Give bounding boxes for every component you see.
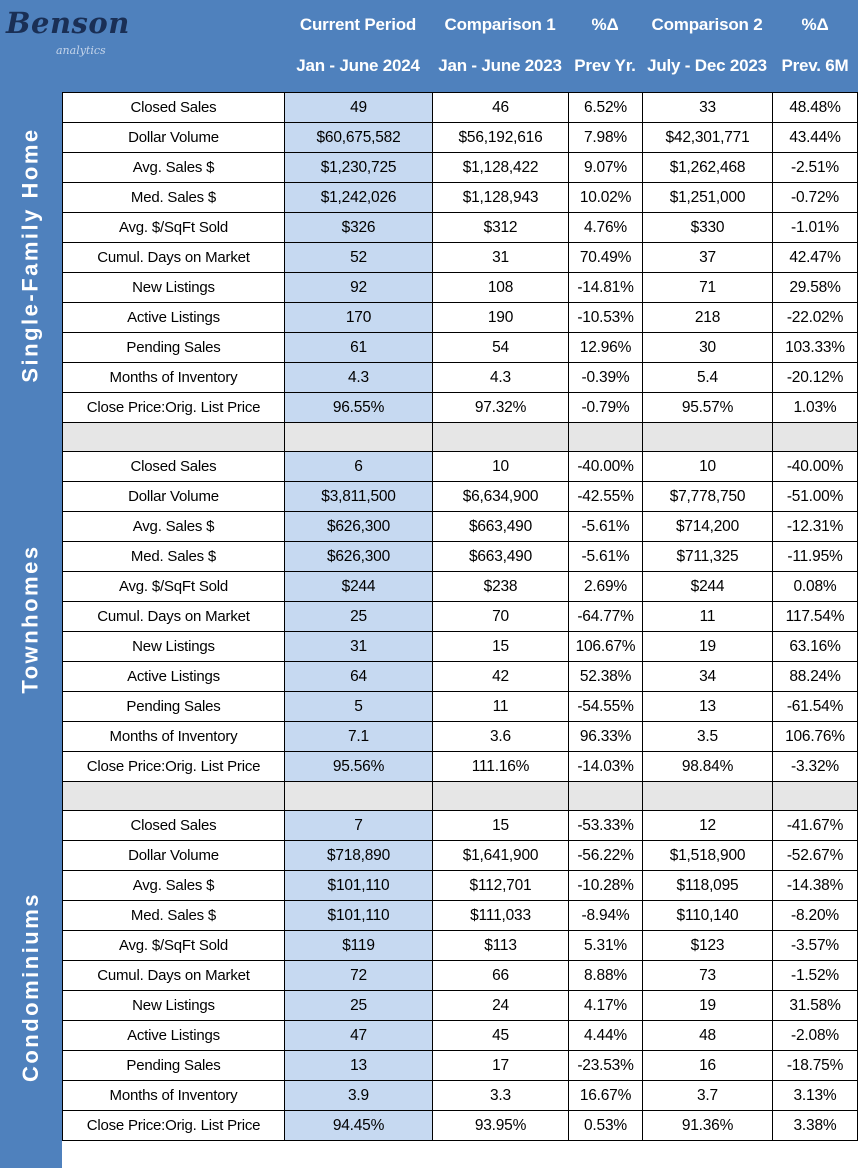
comparison1-value: 108 <box>433 273 569 303</box>
section-label-condominiums: Condominiums <box>18 891 44 1083</box>
current-period-value: $60,675,582 <box>285 123 433 153</box>
pct-change-prev-6m: -2.51% <box>773 153 858 183</box>
comparison2-value: 91.36% <box>643 1111 773 1141</box>
pct-change-prev-yr: 5.31% <box>569 931 643 961</box>
pct-change-prev-yr: 106.67% <box>569 632 643 662</box>
pct-change-prev-yr: -23.53% <box>569 1051 643 1081</box>
comparison1-value: 111.16% <box>433 752 569 782</box>
table-row <box>63 1021 858 1051</box>
comparison1-value: 97.32% <box>433 393 569 423</box>
comparison1-value: $1,128,943 <box>433 183 569 213</box>
comparison1-value: 15 <box>433 632 569 662</box>
pct-change-prev-yr: 96.33% <box>569 722 643 752</box>
table-row <box>63 961 858 991</box>
comparison2-value: $714,200 <box>643 512 773 542</box>
current-period-value: $3,811,500 <box>285 482 433 512</box>
current-period-value: 92 <box>285 273 433 303</box>
pct-change-prev-yr: -53.33% <box>569 811 643 841</box>
comparison2-value: $244 <box>643 572 773 602</box>
col-header-prev-6m: Prev. 6M <box>781 56 849 75</box>
comparison1-value: $312 <box>433 213 569 243</box>
table-row <box>63 692 858 722</box>
comparison1-value: $1,128,422 <box>433 153 569 183</box>
current-period-value: 13 <box>285 1051 433 1081</box>
comparison1-value: $6,634,900 <box>433 482 569 512</box>
pct-change-prev-6m: -3.32% <box>773 752 858 782</box>
pct-change-prev-6m: -12.31% <box>773 512 858 542</box>
table-row <box>63 542 858 572</box>
comparison1-value: $111,033 <box>433 901 569 931</box>
comparison2-value: 10 <box>643 452 773 482</box>
current-period-value: $718,890 <box>285 841 433 871</box>
current-period-value: 72 <box>285 961 433 991</box>
pct-change-prev-6m: -1.52% <box>773 961 858 991</box>
current-period-value: 64 <box>285 662 433 692</box>
comparison1-value: 4.3 <box>433 363 569 393</box>
metric-label: Med. Sales $ <box>63 542 285 572</box>
current-period-value: $101,110 <box>285 901 433 931</box>
current-period-value: 7 <box>285 811 433 841</box>
pct-change-prev-6m: -22.02% <box>773 303 858 333</box>
metric-label: Med. Sales $ <box>63 901 285 931</box>
pct-change-prev-6m: -1.01% <box>773 213 858 243</box>
table-row <box>63 512 858 542</box>
comparison1-value: 15 <box>433 811 569 841</box>
comparison2-value: 48 <box>643 1021 773 1051</box>
pct-change-prev-yr: 8.88% <box>569 961 643 991</box>
col-header-comparison2-period: July - Dec 2023 <box>647 56 767 75</box>
current-period-value: 3.9 <box>285 1081 433 1111</box>
current-period-value: 7.1 <box>285 722 433 752</box>
metric-label: Dollar Volume <box>63 482 285 512</box>
comparison1-value: 54 <box>433 333 569 363</box>
pct-change-prev-6m: -41.67% <box>773 811 858 841</box>
spacer-cell <box>569 423 643 452</box>
table-row <box>63 243 858 273</box>
table-row <box>63 153 858 183</box>
comparison1-value: $663,490 <box>433 512 569 542</box>
pct-change-prev-yr: -14.03% <box>569 752 643 782</box>
comparison1-value: 66 <box>433 961 569 991</box>
pct-change-prev-6m: -0.72% <box>773 183 858 213</box>
current-period-value: 25 <box>285 991 433 1021</box>
col-header-pct-change-yr: %Δ <box>591 15 619 34</box>
metric-label: Close Price:Orig. List Price <box>63 1111 285 1141</box>
table-row <box>63 1111 858 1141</box>
comparison1-value: 24 <box>433 991 569 1021</box>
comparison2-value: $711,325 <box>643 542 773 572</box>
comparison2-value: 5.4 <box>643 363 773 393</box>
table-row <box>63 602 858 632</box>
pct-change-prev-yr: -56.22% <box>569 841 643 871</box>
spacer-cell <box>773 423 858 452</box>
table-row <box>63 871 858 901</box>
comparison2-value: 12 <box>643 811 773 841</box>
table-row <box>63 482 858 512</box>
metric-label: Dollar Volume <box>63 123 285 153</box>
metric-label: Cumul. Days on Market <box>63 243 285 273</box>
spacer-cell <box>643 782 773 811</box>
current-period-value: 170 <box>285 303 433 333</box>
metric-label: Close Price:Orig. List Price <box>63 752 285 782</box>
pct-change-prev-6m: -40.00% <box>773 452 858 482</box>
comparison2-value: 98.84% <box>643 752 773 782</box>
comparison1-value: $56,192,616 <box>433 123 569 153</box>
metric-label: Avg. Sales $ <box>63 871 285 901</box>
spacer-cell <box>285 423 433 452</box>
spacer-cell <box>433 423 569 452</box>
table-row <box>63 213 858 243</box>
metric-label: Dollar Volume <box>63 841 285 871</box>
current-period-value: 94.45% <box>285 1111 433 1141</box>
pct-change-prev-yr: -0.39% <box>569 363 643 393</box>
comparison1-value: $1,641,900 <box>433 841 569 871</box>
pct-change-prev-yr: 70.49% <box>569 243 643 273</box>
pct-change-prev-yr: 52.38% <box>569 662 643 692</box>
comparison2-value: $42,301,771 <box>643 123 773 153</box>
pct-change-prev-yr: 2.69% <box>569 572 643 602</box>
pct-change-prev-yr: -0.79% <box>569 393 643 423</box>
pct-change-prev-6m: 3.13% <box>773 1081 858 1111</box>
spacer-cell <box>285 782 433 811</box>
metric-label: Avg. $/SqFt Sold <box>63 572 285 602</box>
metric-label: Avg. Sales $ <box>63 153 285 183</box>
pct-change-prev-6m: -61.54% <box>773 692 858 722</box>
comparison1-value: 3.6 <box>433 722 569 752</box>
comparison2-value: 218 <box>643 303 773 333</box>
pct-change-prev-6m: -2.08% <box>773 1021 858 1051</box>
comparison2-value: $1,251,000 <box>643 183 773 213</box>
current-period-value: 6 <box>285 452 433 482</box>
comparison1-value: 11 <box>433 692 569 722</box>
pct-change-prev-6m: 42.47% <box>773 243 858 273</box>
current-period-value: 4.3 <box>285 363 433 393</box>
stats-table-body <box>63 93 858 1141</box>
current-period-value: $326 <box>285 213 433 243</box>
current-period-value: $626,300 <box>285 512 433 542</box>
table-row <box>63 722 858 752</box>
current-period-value: 31 <box>285 632 433 662</box>
comparison1-value: 3.3 <box>433 1081 569 1111</box>
pct-change-prev-6m: -52.67% <box>773 841 858 871</box>
comparison2-value: 34 <box>643 662 773 692</box>
stats-table <box>62 92 858 1141</box>
comparison1-value: 17 <box>433 1051 569 1081</box>
metric-label: New Listings <box>63 273 285 303</box>
comparison1-value: 70 <box>433 602 569 632</box>
pct-change-prev-yr: -14.81% <box>569 273 643 303</box>
comparison1-value: 10 <box>433 452 569 482</box>
metric-label: Pending Sales <box>63 333 285 363</box>
metric-label: Avg. Sales $ <box>63 512 285 542</box>
metric-label: Closed Sales <box>63 452 285 482</box>
metric-label: Pending Sales <box>63 1051 285 1081</box>
current-period-value: $119 <box>285 931 433 961</box>
comparison2-value: 33 <box>643 93 773 123</box>
comparison1-value: 93.95% <box>433 1111 569 1141</box>
pct-change-prev-6m: 103.33% <box>773 333 858 363</box>
brand-name: Benson <box>6 6 130 40</box>
metric-label: Avg. $/SqFt Sold <box>63 213 285 243</box>
pct-change-prev-yr: -5.61% <box>569 512 643 542</box>
metric-label: Cumul. Days on Market <box>63 961 285 991</box>
comparison1-value: 42 <box>433 662 569 692</box>
col-header-pct-change-6m: %Δ <box>801 15 829 34</box>
pct-change-prev-6m: -20.12% <box>773 363 858 393</box>
table-row <box>63 123 858 153</box>
comparison1-value: 45 <box>433 1021 569 1051</box>
current-period-value: 96.55% <box>285 393 433 423</box>
metric-label: Months of Inventory <box>63 1081 285 1111</box>
current-period-value: $244 <box>285 572 433 602</box>
pct-change-prev-6m: -11.95% <box>773 542 858 572</box>
pct-change-prev-6m: 48.48% <box>773 93 858 123</box>
metric-label: Avg. $/SqFt Sold <box>63 931 285 961</box>
comparison2-value: 95.57% <box>643 393 773 423</box>
table-row <box>63 1051 858 1081</box>
pct-change-prev-yr: -10.53% <box>569 303 643 333</box>
pct-change-prev-yr: -5.61% <box>569 542 643 572</box>
current-period-value: $101,110 <box>285 871 433 901</box>
comparison2-value: $7,778,750 <box>643 482 773 512</box>
col-header-prev-yr: Prev Yr. <box>574 56 636 75</box>
comparison2-value: 13 <box>643 692 773 722</box>
current-period-value: 5 <box>285 692 433 722</box>
pct-change-prev-6m: 1.03% <box>773 393 858 423</box>
pct-change-prev-yr: 16.67% <box>569 1081 643 1111</box>
metric-label: New Listings <box>63 632 285 662</box>
metric-label: Active Listings <box>63 1021 285 1051</box>
comparison2-value: $118,095 <box>643 871 773 901</box>
comparison2-value: 73 <box>643 961 773 991</box>
table-row <box>63 393 858 423</box>
table-row <box>63 303 858 333</box>
pct-change-prev-6m: -14.38% <box>773 871 858 901</box>
comparison2-value: 19 <box>643 632 773 662</box>
pct-change-prev-yr: -54.55% <box>569 692 643 722</box>
table-row <box>63 991 858 1021</box>
metric-label: New Listings <box>63 991 285 1021</box>
table-row <box>63 841 858 871</box>
spacer-cell <box>773 782 858 811</box>
spacer-cell <box>643 423 773 452</box>
table-row <box>63 632 858 662</box>
table-row <box>63 183 858 213</box>
pct-change-prev-yr: 0.53% <box>569 1111 643 1141</box>
spacer-cell <box>433 782 569 811</box>
comparison2-value: 19 <box>643 991 773 1021</box>
spacer-cell <box>569 782 643 811</box>
comparison2-value: 16 <box>643 1051 773 1081</box>
metric-label: Active Listings <box>63 662 285 692</box>
comparison1-value: $113 <box>433 931 569 961</box>
table-row <box>63 931 858 961</box>
metric-label: Cumul. Days on Market <box>63 602 285 632</box>
comparison2-value: 3.5 <box>643 722 773 752</box>
pct-change-prev-yr: -8.94% <box>569 901 643 931</box>
table-row <box>63 333 858 363</box>
pct-change-prev-6m: 3.38% <box>773 1111 858 1141</box>
metric-label: Pending Sales <box>63 692 285 722</box>
spacer-cell <box>63 782 285 811</box>
metric-label: Months of Inventory <box>63 363 285 393</box>
pct-change-prev-yr: -42.55% <box>569 482 643 512</box>
table-row <box>63 93 858 123</box>
comparison1-value: $238 <box>433 572 569 602</box>
current-period-value: $626,300 <box>285 542 433 572</box>
pct-change-prev-6m: 0.08% <box>773 572 858 602</box>
table-row <box>63 363 858 393</box>
metric-label: Active Listings <box>63 303 285 333</box>
table-row <box>63 752 858 782</box>
pct-change-prev-6m: 63.16% <box>773 632 858 662</box>
comparison2-value: $1,518,900 <box>643 841 773 871</box>
metric-label: Months of Inventory <box>63 722 285 752</box>
metric-label: Closed Sales <box>63 811 285 841</box>
pct-change-prev-yr: -64.77% <box>569 602 643 632</box>
current-period-value: 61 <box>285 333 433 363</box>
table-row <box>63 1081 858 1111</box>
table-row <box>63 901 858 931</box>
comparison2-value: $110,140 <box>643 901 773 931</box>
col-header-current-title: Current Period <box>299 15 417 34</box>
pct-change-prev-yr: 6.52% <box>569 93 643 123</box>
pct-change-prev-6m: -51.00% <box>773 482 858 512</box>
pct-change-prev-6m: 88.24% <box>773 662 858 692</box>
brand-tagline: analytics <box>56 44 106 57</box>
pct-change-prev-yr: 4.44% <box>569 1021 643 1051</box>
comparison1-value: $663,490 <box>433 542 569 572</box>
pct-change-prev-6m: -8.20% <box>773 901 858 931</box>
pct-change-prev-yr: 10.02% <box>569 183 643 213</box>
comparison1-value: 46 <box>433 93 569 123</box>
pct-change-prev-6m: 31.58% <box>773 991 858 1021</box>
comparison2-value: 30 <box>643 333 773 363</box>
pct-change-prev-6m: 117.54% <box>773 602 858 632</box>
pct-change-prev-6m: 106.76% <box>773 722 858 752</box>
pct-change-prev-yr: -40.00% <box>569 452 643 482</box>
comparison1-value: 31 <box>433 243 569 273</box>
section-label-single-family: Single-Family Home <box>18 127 43 383</box>
current-period-value: $1,242,026 <box>285 183 433 213</box>
section-spacer-row <box>63 423 858 452</box>
pct-change-prev-yr: 4.17% <box>569 991 643 1021</box>
pct-change-prev-yr: -10.28% <box>569 871 643 901</box>
current-period-value: 95.56% <box>285 752 433 782</box>
comparison2-value: $1,262,468 <box>643 153 773 183</box>
pct-change-prev-6m: 29.58% <box>773 273 858 303</box>
comparison1-value: 190 <box>433 303 569 333</box>
col-header-comparison2-title: Comparison 2 <box>651 15 763 34</box>
table-row <box>63 572 858 602</box>
table-row <box>63 662 858 692</box>
current-period-value: $1,230,725 <box>285 153 433 183</box>
section-label-townhomes: Townhomes <box>18 544 43 694</box>
metric-label: Closed Sales <box>63 93 285 123</box>
current-period-value: 52 <box>285 243 433 273</box>
pct-change-prev-yr: 7.98% <box>569 123 643 153</box>
current-period-value: 49 <box>285 93 433 123</box>
spacer-cell <box>63 423 285 452</box>
col-header-comparison1-title: Comparison 1 <box>444 15 556 34</box>
metric-label: Med. Sales $ <box>63 183 285 213</box>
pct-change-prev-yr: 4.76% <box>569 213 643 243</box>
current-period-value: 47 <box>285 1021 433 1051</box>
pct-change-prev-6m: 43.44% <box>773 123 858 153</box>
comparison1-value: $112,701 <box>433 871 569 901</box>
pct-change-prev-yr: 9.07% <box>569 153 643 183</box>
pct-change-prev-6m: -3.57% <box>773 931 858 961</box>
pct-change-prev-yr: 12.96% <box>569 333 643 363</box>
table-row <box>63 273 858 303</box>
col-header-comparison1-period: Jan - June 2023 <box>438 56 562 75</box>
comparison2-value: $330 <box>643 213 773 243</box>
table-row <box>63 811 858 841</box>
metric-label: Close Price:Orig. List Price <box>63 393 285 423</box>
comparison2-value: 3.7 <box>643 1081 773 1111</box>
pct-change-prev-6m: -18.75% <box>773 1051 858 1081</box>
stats-table-wrap <box>62 92 858 1141</box>
comparison2-value: 37 <box>643 243 773 273</box>
table-row <box>63 452 858 482</box>
comparison2-value: $123 <box>643 931 773 961</box>
comparison2-value: 71 <box>643 273 773 303</box>
brand-logo <box>6 6 130 66</box>
current-period-value: 25 <box>285 602 433 632</box>
section-spacer-row <box>63 782 858 811</box>
comparison2-value: 11 <box>643 602 773 632</box>
col-header-current-period: Jan - June 2024 <box>296 56 420 75</box>
